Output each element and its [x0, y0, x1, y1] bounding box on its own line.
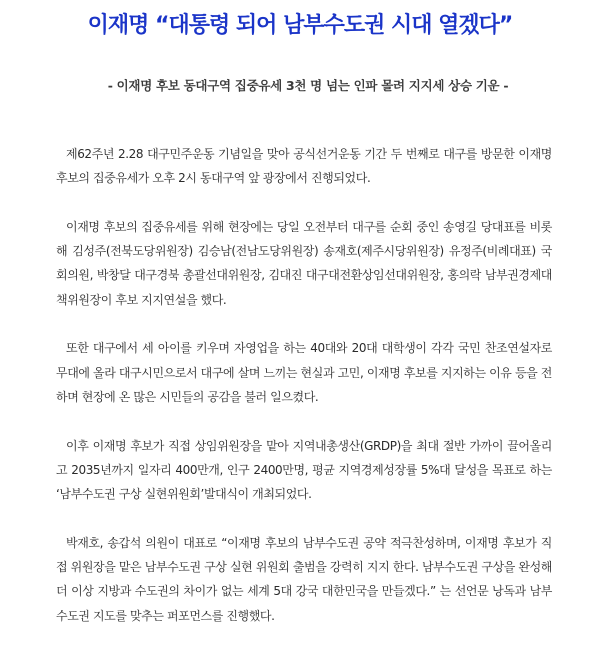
article-paragraph: 제62주년 2.28 대구민주운동 기념일을 맞아 공식선거운동 기간 두 번째로 대구를 방문한 이재명 후보의 집중유세가 오후 2시 동대구역 앞 광장에서 진행되었다. [56, 147, 552, 186]
article-paragraph: 이재명 후보의 집중유세를 위해 현장에는 당일 오전부터 대구를 순회 중인 송영길 당대표를 비롯해 김성주(전북도당위원장) 김승남(전남도당위원장) 송재호(제주시당위원장) 유정주(비례대표) 국회의원, 박창달 대구경북 총괄선대위원장, 김대진 대구대전환상임선대위원장, 홍의락 남부권경제대책위원장이 후보 지지연설을 했다. [56, 219, 552, 307]
article-paragraph: 박재호, 송갑석 의원이 대표로 “이재명 후보의 남부수도권 공약 적극찬성하며, 이재명 후보가 직접 위원장을 맡은 남부수도권 구상 실현 위원회 출범을 강력히 지지 한다. 남부수도권 구상을 완성해 더 이상 지방과 수도권의 차이가 없는 세계 5대 강국 대한민국을 만들겠다.” 는 선언문 낭독과 남부 수도권 지도를 맞추는 퍼포먼스를 진행했다. [56, 535, 552, 623]
article-headline: 이재명 “대통령 되어 남부수도권 시대 열겠다” [87, 13, 513, 38]
article-paragraph: 또한 대구에서 세 아이를 키우며 자영업을 하는 40대와 20대 대학생이 각각 국민 찬조연설자로 무대에 올라 대구시민으로서 대구에 살며 느끼는 현실과 고민, 이재명 후보를 지지하는 이유 등을 전하며 현장에 온 많은 시민들의 공감을 불러 일으켰다. [56, 341, 552, 404]
article-paragraph: 이후 이재명 후보가 직접 상임위원장을 맡아 지역내총생산(GRDP)을 최대 절반 가까이 끌어올리고 2035년까지 일자리 400만개, 인구 2400만명, 평균 지역경제성장률 5%대 달성을 목표로 하는 ‘남부수도권 구상 실현위원회’발대식이 개최되었다. [56, 438, 552, 502]
article-subheadline: - 이재명 후보 동대구역 집중유세 3천 명 넘는 인파 몰려 지지세 상승 기운 - [107, 78, 509, 93]
article-body [56, 142, 552, 652]
